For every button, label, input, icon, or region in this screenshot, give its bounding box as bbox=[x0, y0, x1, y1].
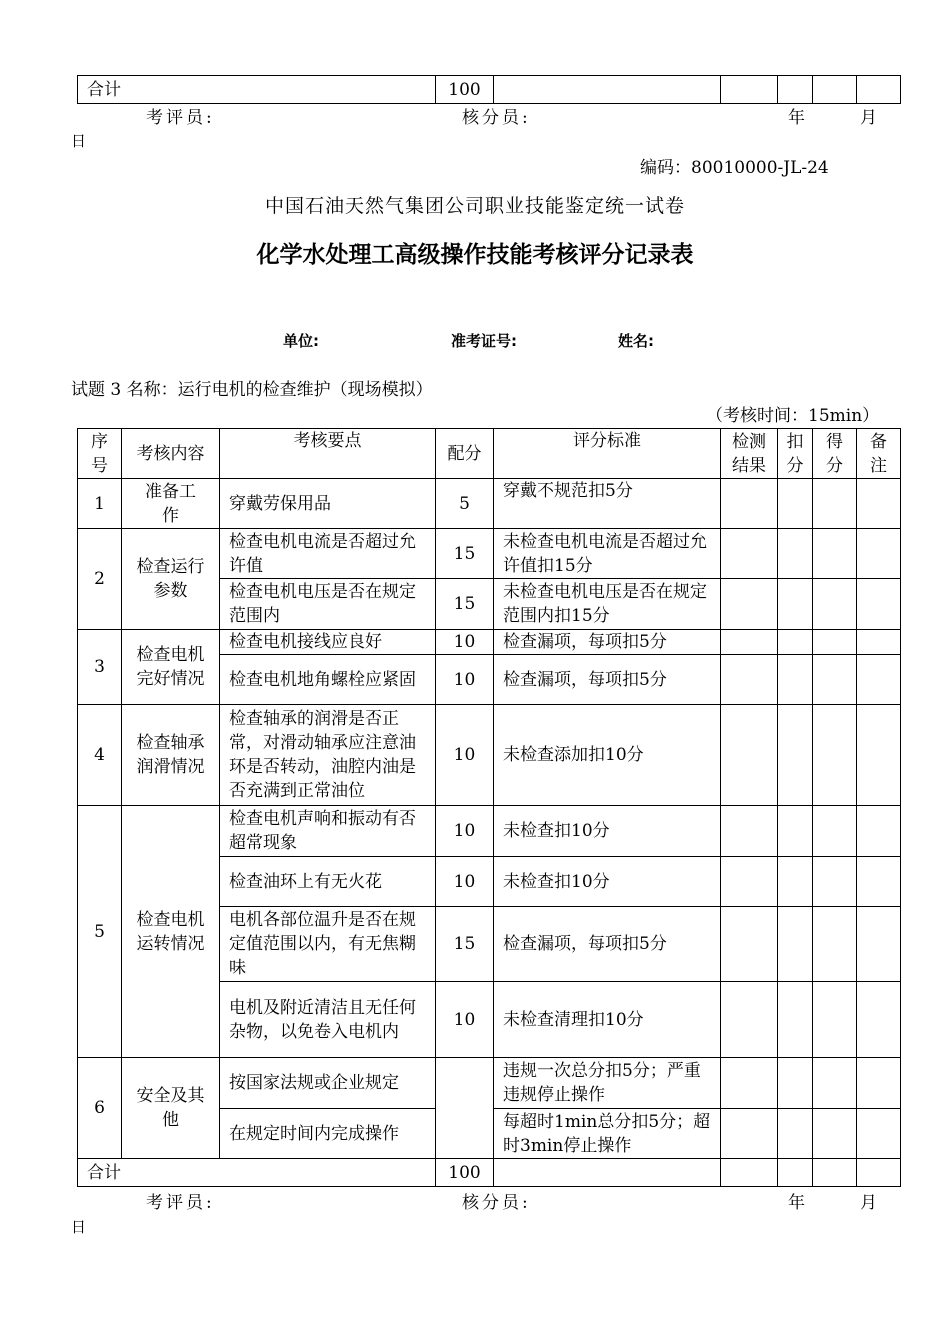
item-score: 10 bbox=[436, 982, 494, 1058]
item-criteria: 违规一次总分扣5分；严重违规停止操作 bbox=[494, 1058, 721, 1109]
section-seq: 1 bbox=[78, 479, 122, 529]
section-seq: 4 bbox=[78, 705, 122, 806]
total-label: 合计 bbox=[78, 1159, 436, 1187]
checker-label: 核分员: bbox=[462, 108, 531, 128]
table-row bbox=[78, 705, 901, 806]
header-points: 考核要点 bbox=[220, 429, 436, 479]
table-row bbox=[78, 806, 901, 857]
item-criteria: 每超时1min总分扣5分；超时3min停止操作 bbox=[494, 1109, 721, 1159]
footer-checker-label: 核分员: bbox=[462, 1193, 531, 1213]
section-seq: 2 bbox=[78, 529, 122, 630]
org-title: 中国石油天然气集团公司职业技能鉴定统一试卷 bbox=[264, 195, 685, 217]
header-remark: 备注 bbox=[857, 429, 901, 479]
item-criteria: 未检查添加扣10分 bbox=[494, 705, 721, 806]
unit-label: 单位: bbox=[283, 332, 319, 350]
question-title: 试题 3 名称：运行电机的检查维护（现场模拟） bbox=[71, 380, 433, 400]
item-criteria: 穿戴不规范扣5分 bbox=[494, 479, 721, 529]
item-criteria: 检查漏项，每项扣5分 bbox=[494, 630, 721, 655]
section-seq: 5 bbox=[78, 806, 122, 1058]
scoring-table bbox=[77, 428, 901, 1187]
item-criteria: 未检查电机电压是否在规定范围内扣15分 bbox=[494, 579, 721, 630]
prev-total-score: 100 bbox=[436, 76, 494, 104]
table-row bbox=[78, 630, 901, 655]
header-content: 考核内容 bbox=[122, 429, 220, 479]
month-label: 月 bbox=[860, 108, 877, 128]
footer-day-label: 日 bbox=[71, 1218, 87, 1236]
item-point: 检查电机地角螺栓应紧固 bbox=[220, 655, 436, 705]
section-content: 安全及其他 bbox=[122, 1058, 220, 1159]
header-score: 配分 bbox=[436, 429, 494, 479]
examiner-label: 考评员: bbox=[146, 108, 215, 128]
item-criteria: 未检查清理扣10分 bbox=[494, 982, 721, 1058]
table-row bbox=[78, 529, 901, 579]
item-criteria: 未检查扣10分 bbox=[494, 857, 721, 907]
item-score: 10 bbox=[436, 857, 494, 907]
item-score: 10 bbox=[436, 806, 494, 857]
item-point: 检查电机接线应良好 bbox=[220, 630, 436, 655]
section-content: 检查电机运转情况 bbox=[122, 806, 220, 1058]
item-score: 10 bbox=[436, 655, 494, 705]
item-point: 检查电机声响和振动有否超常现象 bbox=[220, 806, 436, 857]
header-seq: 序号 bbox=[78, 429, 122, 479]
exam-time: （考核时间：15min） bbox=[706, 406, 880, 426]
item-point: 按国家法规或企业规定 bbox=[220, 1058, 436, 1109]
year-label: 年 bbox=[788, 108, 805, 128]
table-row bbox=[78, 1058, 901, 1109]
section-content: 检查电机完好情况 bbox=[122, 630, 220, 705]
prev-total-table bbox=[77, 75, 901, 104]
table-row bbox=[78, 479, 901, 529]
total-row bbox=[78, 1159, 901, 1187]
header-criteria: 评分标准 bbox=[494, 429, 721, 479]
prev-total-label: 合计 bbox=[78, 76, 436, 104]
item-score bbox=[436, 1058, 494, 1159]
exam-number-label: 准考证号: bbox=[451, 332, 517, 350]
item-point: 检查电机电压是否在规定范围内 bbox=[220, 579, 436, 630]
item-point: 电机及附近清洁且无任何杂物，以免卷入电机内 bbox=[220, 982, 436, 1058]
item-point: 在规定时间内完成操作 bbox=[220, 1109, 436, 1159]
item-point: 检查轴承的润滑是否正常，对滑动轴承应注意油环是否转动，油腔内油是否充满到正常油位 bbox=[220, 705, 436, 806]
document-code: 编码：80010000-JL-24 bbox=[640, 158, 829, 178]
section-content: 检查运行参数 bbox=[122, 529, 220, 630]
item-criteria: 未检查电机电流是否超过允许值扣15分 bbox=[494, 529, 721, 579]
item-point: 电机各部位温升是否在规定值范围以内，有无焦糊味 bbox=[220, 907, 436, 982]
total-score: 100 bbox=[436, 1159, 494, 1187]
section-seq: 3 bbox=[78, 630, 122, 705]
item-score: 10 bbox=[436, 705, 494, 806]
item-point: 检查油环上有无火花 bbox=[220, 857, 436, 907]
section-seq: 6 bbox=[78, 1058, 122, 1159]
header-result: 检测结果 bbox=[721, 429, 778, 479]
item-score: 15 bbox=[436, 907, 494, 982]
header-deduct: 扣分 bbox=[778, 429, 813, 479]
item-score: 15 bbox=[436, 579, 494, 630]
item-score: 10 bbox=[436, 630, 494, 655]
footer-examiner-label: 考评员: bbox=[146, 1193, 215, 1213]
section-content: 检查轴承润滑情况 bbox=[122, 705, 220, 806]
item-score: 15 bbox=[436, 529, 494, 579]
item-point: 穿戴劳保用品 bbox=[220, 479, 436, 529]
item-criteria: 检查漏项，每项扣5分 bbox=[494, 907, 721, 982]
day-label: 日 bbox=[71, 132, 87, 150]
section-content: 准备工作 bbox=[122, 479, 220, 529]
header-row bbox=[78, 429, 901, 479]
item-criteria: 未检查扣10分 bbox=[494, 806, 721, 857]
item-point: 检查电机电流是否超过允许值 bbox=[220, 529, 436, 579]
item-criteria: 检查漏项，每项扣5分 bbox=[494, 655, 721, 705]
item-score: 5 bbox=[436, 479, 494, 529]
footer-year-label: 年 bbox=[788, 1193, 805, 1213]
footer-month-label: 月 bbox=[860, 1193, 877, 1213]
name-label: 姓名: bbox=[618, 332, 654, 350]
header-earned: 得分 bbox=[813, 429, 857, 479]
page-title: 化学水处理工高级操作技能考核评分记录表 bbox=[256, 242, 694, 268]
